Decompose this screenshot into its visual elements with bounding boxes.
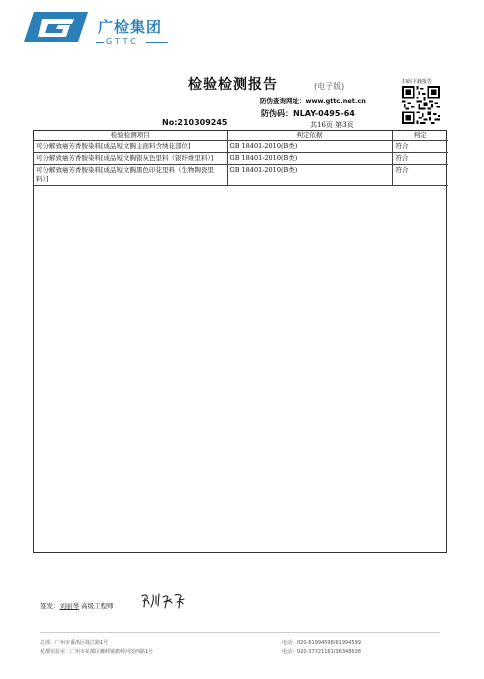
table-row — [34, 141, 448, 153]
footer-hq-address: 总部：广州市番禺区珠江路1号 — [40, 640, 109, 646]
table-row — [34, 153, 448, 165]
page-info: 共16页 第3页 — [310, 121, 354, 129]
gttc-logo-icon — [22, 10, 90, 44]
table-header-row — [34, 131, 448, 141]
table-row — [34, 165, 448, 186]
test-item-cell: 可分解致癌芳香胺染料[成品短文胸主面料含绣花部位] — [34, 141, 227, 153]
basis-cell: GB 18401-2010(B类) — [227, 153, 392, 165]
verdict-cell: 符合 — [392, 165, 448, 186]
signature-block — [40, 601, 114, 610]
footer-divider — [40, 632, 440, 633]
results-frame — [33, 130, 447, 553]
verdict-cell: 符合 — [392, 141, 448, 153]
company-logo — [22, 10, 172, 50]
company-name-cn: 广检集团 — [98, 18, 163, 36]
footer-site-address: 花都实验室：广州市花都区狮岭镇旗岭河滨西路1号 — [40, 649, 154, 655]
verdict-cell: 符合 — [392, 153, 448, 165]
verify-url[interactable]: 防伪查询网址：www.gttc.net.cn — [260, 97, 366, 105]
basis-cell: GB 18401-2010(B类) — [227, 141, 392, 153]
logo-divider-right — [146, 42, 168, 43]
header-basis: 判定依据 — [227, 131, 392, 141]
signature-label: 签发： — [40, 602, 60, 610]
signer-name: 刘丽琴 — [59, 602, 79, 610]
handwritten-signature — [139, 590, 189, 610]
report-number: No:210309245 — [162, 118, 228, 127]
qr-label: 扫码下载报告 — [402, 79, 433, 85]
report-title: 检验检测报告 — [188, 77, 278, 93]
header-verdict: 判定 — [392, 131, 448, 141]
footer-phone-2: 电话：020-37721161/36348638 — [282, 649, 361, 655]
basis-cell: GB 18401-2010(B类) — [227, 165, 392, 186]
edition-label: (电子版) — [314, 82, 345, 91]
header-test-item: 检验检测项目 — [34, 131, 227, 141]
signer-title: 高级工程师 — [81, 602, 114, 610]
test-item-cell: 可分解致癌芳香胺染料[成品短文胸银灰色里料（银纤维里料）] — [34, 153, 227, 165]
test-item-cell: 可分解致癌芳香胺染料[成品短文胸黑色印花里料（生物陶瓷里料）] — [34, 165, 227, 186]
results-table — [34, 131, 448, 186]
footer-phone-1: 电话：020-61994598/61994599 — [282, 640, 361, 646]
qr-code-icon[interactable] — [402, 86, 440, 124]
company-name-en: GTTC — [106, 37, 139, 46]
logo-divider-left — [96, 42, 104, 43]
verify-code: 防伪码：NLAY-0495-64 — [261, 109, 355, 118]
